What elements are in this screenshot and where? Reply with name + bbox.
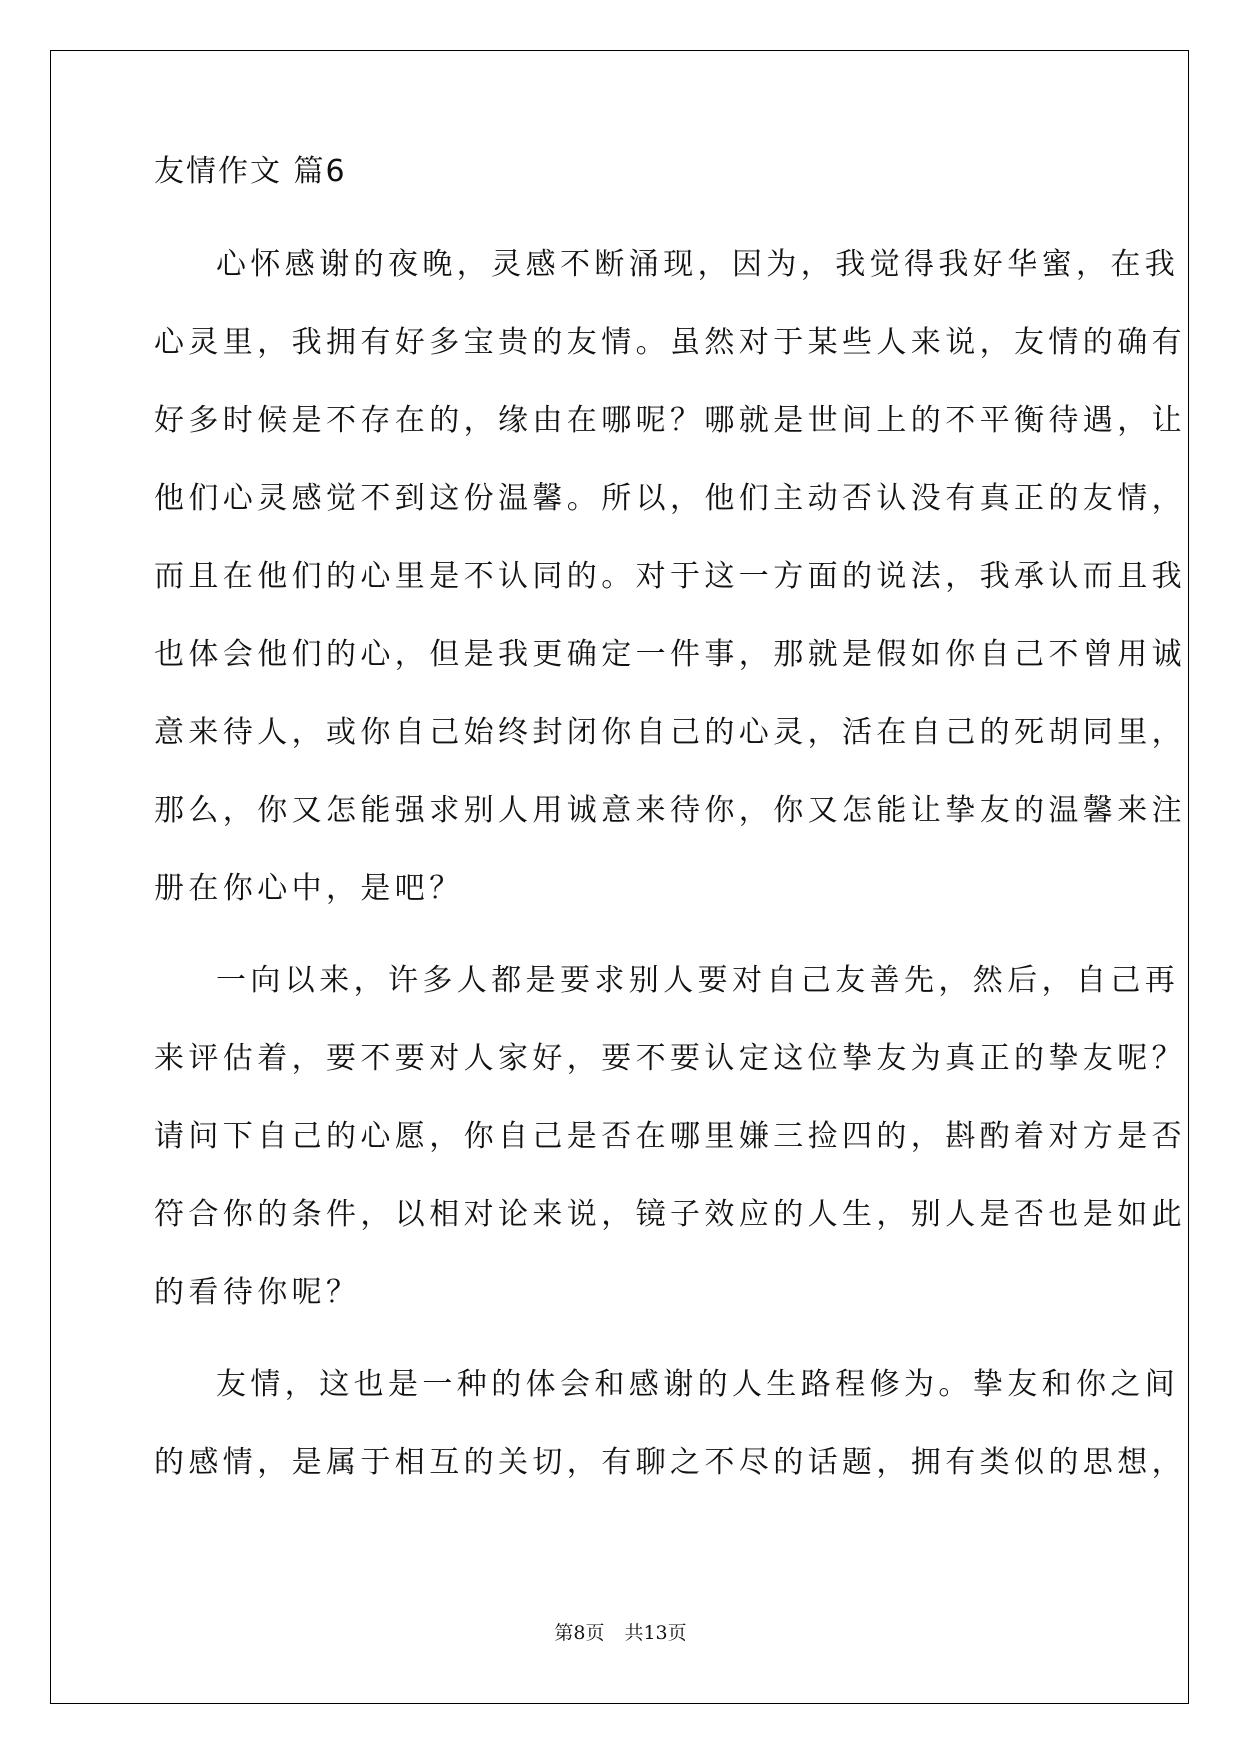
document-body (154, 148, 1186, 1516)
paragraph-line: 他们心灵感觉不到这份温馨。所以，他们主动否认没有真正的友情， (154, 481, 1186, 516)
paragraph-line: 来评估着，要不要对人家好，要不要认定这位挚友为真正的挚友呢？ (154, 1041, 1186, 1076)
document-title: 友情作文 篇6 (154, 154, 347, 189)
page-footer (0, 1620, 1241, 1646)
paragraph-line: 心灵里，我拥有好多宝贵的友情。虽然对于某些人来说，友情的确有 (154, 325, 1186, 360)
paragraph-line: 好多时候是不存在的，缘由在哪呢？哪就是世间上的不平衡待遇，让 (154, 403, 1186, 438)
paragraph-line: 而且在他们的心里是不认同的。对于这一方面的说法，我承认而且我 (154, 559, 1186, 594)
paragraph (154, 942, 1186, 1332)
paragraph (154, 1346, 1186, 1502)
page-number: 第8页 (554, 1622, 605, 1644)
paragraph-line: 那么，你又怎能强求别人用诚意来待你，你又怎能让挚友的温馨来注 (154, 793, 1186, 828)
paragraph-list (154, 226, 1186, 1502)
paragraph (154, 226, 1186, 928)
paragraph-line: 一向以来，许多人都是要求别人要对自己友善先，然后，自己再 (216, 963, 1180, 998)
paragraph-line: 请问下自己的心愿，你自己是否在哪里嫌三捡四的，斟酌着对方是否 (154, 1119, 1186, 1154)
paragraph-line: 友情，这也是一种的体会和感谢的人生路程修为。挚友和你之间 (216, 1367, 1180, 1402)
paragraph-line: 意来待人，或你自己始终封闭你自己的心灵，活在自己的死胡同里， (154, 715, 1186, 750)
paragraph-line: 也体会他们的心，但是我更确定一件事，那就是假如你自己不曾用诚 (154, 637, 1186, 672)
paragraph-line: 的看待你呢？ (154, 1275, 361, 1310)
paragraph-line: 符合你的条件，以相对论来说，镜子效应的人生，别人是否也是如此 (154, 1197, 1186, 1232)
paragraph-line: 的感情，是属于相互的关切，有聊之不尽的话题，拥有类似的思想， (154, 1445, 1186, 1480)
paragraph-line: 心怀感谢的夜晚，灵感不断涌现，因为，我觉得我好华蜜，在我 (216, 247, 1180, 282)
page-total: 共13页 (624, 1622, 687, 1644)
paragraph-line: 册在你心中，是吧？ (154, 871, 464, 906)
